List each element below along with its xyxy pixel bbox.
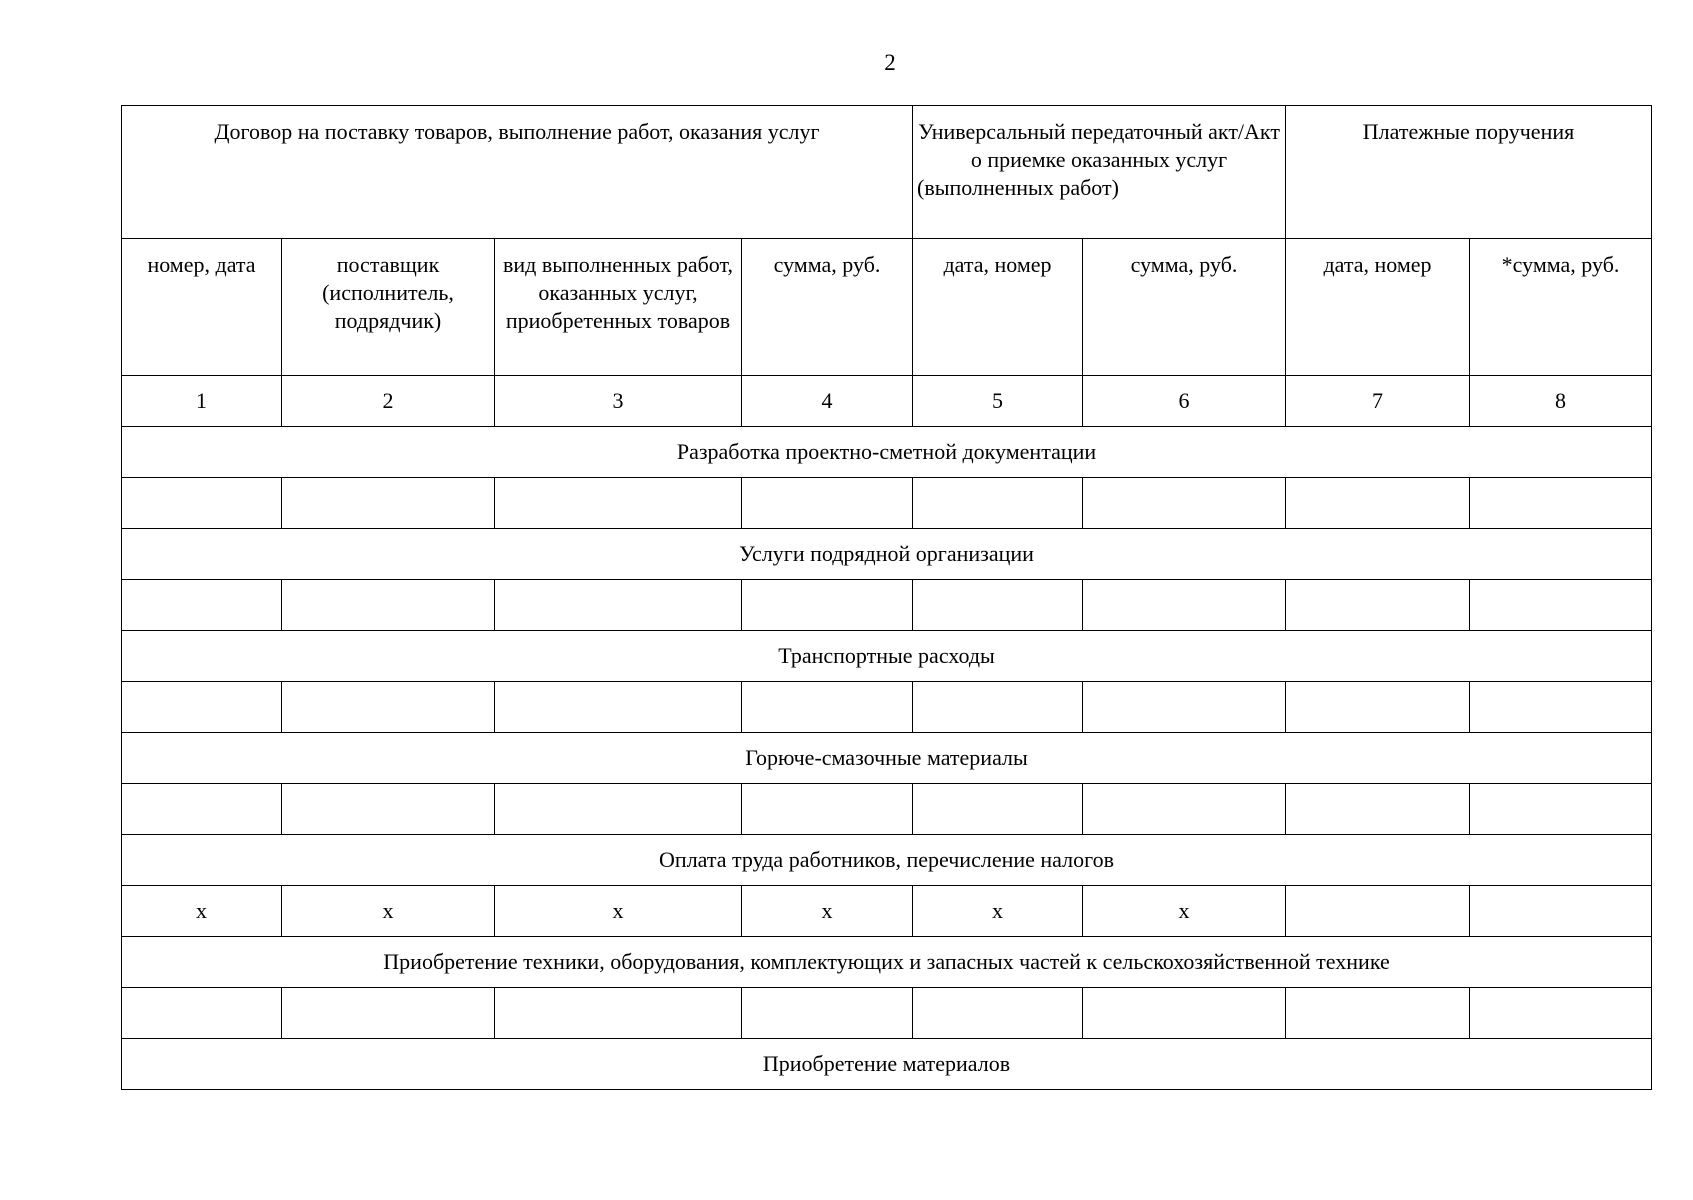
column-header: номер, дата — [122, 239, 282, 376]
table-cell — [1083, 988, 1286, 1039]
table-cell: x — [282, 886, 495, 937]
header-column-row — [122, 239, 1652, 376]
table-cell — [1286, 784, 1470, 835]
table-cell: x — [742, 886, 913, 937]
table-cell — [1470, 886, 1652, 937]
column-number: 3 — [495, 376, 742, 427]
header-group-contract: Договор на поставку товаров, выполнение работ, оказания услуг — [122, 106, 913, 239]
column-number: 7 — [1286, 376, 1470, 427]
section-row — [122, 631, 1652, 682]
table-cell — [1470, 580, 1652, 631]
table-row — [122, 682, 1652, 733]
table-cell — [122, 784, 282, 835]
table-cell — [282, 682, 495, 733]
table-cell — [1286, 988, 1470, 1039]
section-row — [122, 733, 1652, 784]
table-cell — [742, 988, 913, 1039]
table-cell — [913, 784, 1083, 835]
table-row — [122, 478, 1652, 529]
section-title: Услуги подрядной организации — [122, 529, 1652, 580]
section-title: Транспортные расходы — [122, 631, 1652, 682]
table-cell — [1470, 682, 1652, 733]
table-cell — [913, 580, 1083, 631]
column-header: *сумма, руб. — [1470, 239, 1652, 376]
header-group-payments: Платежные поручения — [1286, 106, 1652, 239]
section-row — [122, 427, 1652, 478]
section-row — [122, 835, 1652, 886]
section-row — [122, 529, 1652, 580]
column-number: 2 — [282, 376, 495, 427]
table-cell — [742, 682, 913, 733]
table-cell — [122, 478, 282, 529]
table-cell — [742, 580, 913, 631]
table-cell — [742, 784, 913, 835]
column-number-row — [122, 376, 1652, 427]
column-header: поставщик (исполнитель, подрядчик) — [282, 239, 495, 376]
table-cell: x — [913, 886, 1083, 937]
column-number: 4 — [742, 376, 913, 427]
table-row — [122, 580, 1652, 631]
section-title: Приобретение материалов — [122, 1039, 1652, 1090]
section-title: Разработка проектно-сметной документации — [122, 427, 1652, 478]
table-cell — [1083, 478, 1286, 529]
table-row — [122, 784, 1652, 835]
table-cell — [495, 478, 742, 529]
table-cell — [495, 988, 742, 1039]
report-table — [121, 105, 1652, 1090]
table-cell: x — [495, 886, 742, 937]
table-cell — [1286, 682, 1470, 733]
table-cell: x — [1083, 886, 1286, 937]
header-group-row — [122, 106, 1652, 239]
column-number: 1 — [122, 376, 282, 427]
table-cell — [913, 988, 1083, 1039]
column-header: дата, номер — [1286, 239, 1470, 376]
table-cell — [913, 478, 1083, 529]
section-title: Приобретение техники, оборудования, комплектующих и запасных частей к сельскохозяйственной технике — [122, 937, 1652, 988]
column-number: 8 — [1470, 376, 1652, 427]
table-cell — [122, 580, 282, 631]
table-cell — [1286, 478, 1470, 529]
table-cell — [1470, 784, 1652, 835]
table-cell — [1286, 580, 1470, 631]
section-row — [122, 1039, 1652, 1090]
section-row — [122, 937, 1652, 988]
table-row — [122, 886, 1652, 937]
column-header: сумма, руб. — [1083, 239, 1286, 376]
table-cell — [1470, 478, 1652, 529]
column-header: дата, номер — [913, 239, 1083, 376]
section-title: Оплата труда работников, перечисление налогов — [122, 835, 1652, 886]
column-header: сумма, руб. — [742, 239, 913, 376]
table-cell — [1083, 580, 1286, 631]
table-cell — [495, 682, 742, 733]
table-cell — [495, 580, 742, 631]
table-row — [122, 988, 1652, 1039]
table-cell — [1083, 784, 1286, 835]
table-cell — [282, 580, 495, 631]
column-number: 5 — [913, 376, 1083, 427]
table-cell — [282, 478, 495, 529]
table-cell — [742, 478, 913, 529]
page-number: 2 — [884, 50, 896, 75]
table-cell — [495, 784, 742, 835]
table-cell — [282, 784, 495, 835]
table-cell — [282, 988, 495, 1039]
table-cell — [913, 682, 1083, 733]
table-cell — [122, 988, 282, 1039]
header-group-act: Универсальный передаточный акт/Акт о приемке оказанных услуг (выполненных работ) — [913, 106, 1286, 239]
column-number: 6 — [1083, 376, 1286, 427]
table-cell — [1286, 886, 1470, 937]
table-cell — [122, 682, 282, 733]
column-header: вид выполненных работ, оказанных услуг, приобретенных товаров — [495, 239, 742, 376]
table-cell — [1083, 682, 1286, 733]
table-cell: x — [122, 886, 282, 937]
table-cell — [1470, 988, 1652, 1039]
section-title: Горюче-смазочные материалы — [122, 733, 1652, 784]
